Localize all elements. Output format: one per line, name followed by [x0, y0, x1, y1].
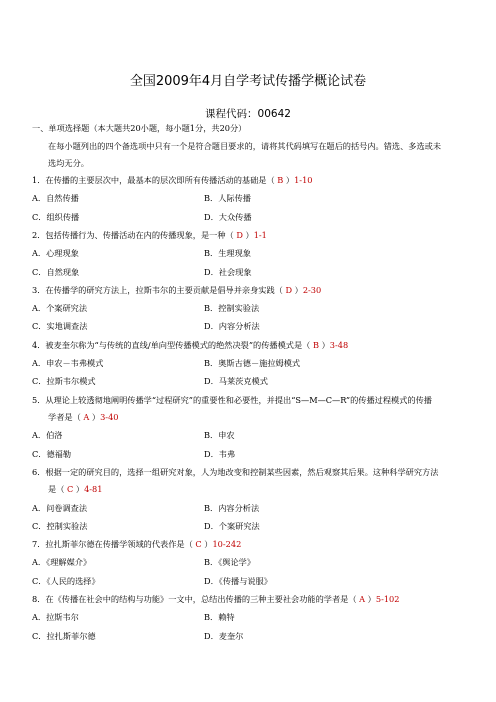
instruction-line: 在每小题列出的四个备选项中只有一个是符合题目要求的，请将其代码填写在题后的括号内。错选、多选或未 — [48, 141, 442, 151]
answer-option: B．奥斯古德－施拉姆模式 — [204, 358, 301, 368]
answer-mark: B — [274, 175, 286, 185]
question-stem: 7．拉扎斯菲尔德在传播学领域的代表作是（ C ）10-242 — [32, 539, 242, 550]
answer-option: A．《理解媒介》 — [32, 557, 92, 568]
exam-title: 全国2009年4月自学考试传播学概论试卷 — [129, 74, 367, 89]
question-stem-cont: 学者是（ A ）3-40 — [48, 411, 119, 422]
question-stem: 5．从理论上较透彻地阐明传播学“过程研究”的重要性和必要性，并提出“S—M—C—R”的传播过程模式的传播 — [32, 394, 432, 405]
answer-option: C．控制实验法 — [32, 520, 88, 531]
close-paren: ） — [204, 539, 213, 550]
answer-option: A．自然传播 — [32, 193, 79, 204]
close-paren: ） — [367, 594, 376, 605]
answer-option: C．实地调查法 — [32, 321, 88, 332]
close-paren: ） — [285, 175, 295, 185]
answer-option: C．自然现象 — [32, 266, 80, 277]
answer-option: A．伯洛 — [32, 430, 63, 441]
question-stem: 4．被麦奎尔称为“与传统的直线/单向型传播模式的绝然决裂”的传播模式是（ B ）3-48 — [32, 339, 349, 350]
close-paren: ） — [294, 284, 303, 295]
answer-option: B．《舆论学》 — [204, 557, 256, 568]
answer-option: A．拉斯韦尔 — [32, 612, 79, 623]
question-stem: 1．在传播的主要层次中，最基本的层次即所有传播活动的基础是（ B ）1-10 — [32, 175, 313, 185]
close-paren: ） — [321, 339, 330, 350]
instruction-line: 选均无分。 — [48, 158, 89, 168]
question-stem: 3．在传播学的研究方法上，拉斯韦尔的主要贡献是倡导并亲身实践（ D ）2-30 — [32, 284, 322, 295]
close-paren: ） — [91, 411, 101, 422]
answer-option: B．控制实验法 — [204, 303, 260, 314]
close-paren: ） — [75, 484, 85, 495]
page-reference: 2-30 — [302, 284, 322, 295]
page-reference: 1-1 — [253, 229, 267, 240]
answer-option: D．社会现象 — [204, 266, 252, 277]
answer-option: C．拉斯韦尔模式 — [32, 376, 96, 387]
answer-mark: A — [356, 594, 368, 605]
page-reference: 4-81 — [84, 484, 103, 495]
question-stem: 6．根据一定的研究目的，选择一组研究对象，人为地改变和控制某些因素，然后观察其后果。这种科学研究方法 — [32, 466, 439, 477]
answer-option: D．韦弗 — [204, 448, 236, 459]
answer-option: B．人际传播 — [204, 193, 251, 204]
answer-option: C．德福勒 — [32, 448, 72, 459]
page-reference: 5-102 — [375, 594, 400, 605]
answer-mark: B — [310, 339, 322, 350]
answer-mark: C — [192, 539, 205, 550]
page-reference: 10-242 — [212, 539, 242, 550]
answer-option: A．申农－韦弗模式 — [32, 358, 104, 368]
answer-option: D．大众传播 — [204, 211, 252, 222]
answer-option: B．内容分析法 — [204, 502, 260, 513]
page-reference: 1-10 — [294, 175, 313, 185]
answer-mark: D — [233, 229, 246, 240]
answer-option: A．问卷调查法 — [32, 502, 88, 513]
page-reference: 3-48 — [329, 339, 349, 350]
answer-option: D．麦奎尔 — [204, 630, 244, 641]
answer-option: C．《人民的选择》 — [32, 575, 100, 586]
answer-option: B．申农 — [204, 430, 235, 441]
answer-option: C．组织传播 — [32, 211, 80, 222]
answer-option: A．心理现象 — [32, 248, 79, 259]
question-stem: 8．在《传播在社会中的结构与功能》一文中，总结出传播的三种主要社会功能的学者是（ A ）5-102 — [32, 594, 400, 605]
answer-option: D．《传播与说服》 — [204, 575, 272, 586]
question-stem-cont: 是（ C ）4-81 — [48, 484, 103, 495]
section-header: 一、单项选择题（本大题共20小题，每小题1分，共20分） — [32, 123, 247, 133]
question-stem: 2．包括传播行为、传播活动在内的传播现象，是一种（ D ）1-1 — [32, 229, 267, 240]
answer-option: B．赖特 — [204, 612, 235, 623]
answer-option: B．生理现象 — [204, 248, 251, 259]
page-reference: 3-40 — [100, 411, 119, 422]
answer-mark: D — [282, 284, 295, 295]
answer-option: D．个案研究法 — [204, 520, 260, 531]
answer-mark: A — [80, 411, 92, 422]
answer-option: C．拉扎斯菲尔德 — [32, 630, 96, 641]
answer-option: A．个案研究法 — [32, 303, 88, 314]
close-paren: ） — [245, 229, 254, 240]
answer-option: D．马莱茨克模式 — [204, 376, 268, 387]
answer-option: D．内容分析法 — [204, 321, 260, 332]
answer-mark: C — [64, 484, 76, 495]
course-code: 课程代码：00642 — [205, 108, 291, 120]
